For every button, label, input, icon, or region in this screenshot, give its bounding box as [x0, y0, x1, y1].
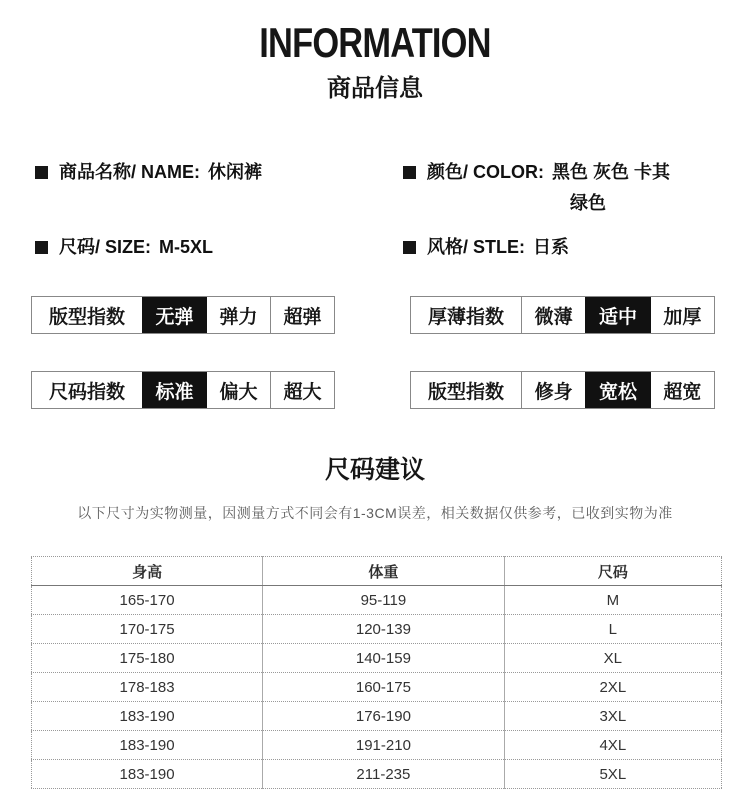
cell-size: 3XL — [504, 702, 721, 731]
cell-height: 170-175 — [32, 615, 263, 644]
table-row — [32, 760, 722, 789]
size-measure-note: 以下尺寸为实物测量，因测量方式不同会有1-3CM误差，相关数据仅供参考，已收到实物为准 — [77, 505, 673, 521]
index-option: 超大 — [270, 372, 334, 408]
cell-weight: 191-210 — [263, 731, 505, 760]
cell-size: M — [504, 586, 721, 615]
index-option: 弹力 — [206, 297, 270, 333]
index-table-label: 厚薄指数 — [427, 306, 504, 328]
spec-value: 日系 — [533, 237, 569, 257]
square-bullet-icon — [35, 166, 48, 179]
cell-height: 183-190 — [32, 702, 263, 731]
spec-label: 颜色/ COLOR: — [427, 162, 544, 182]
index-option: 标准 — [142, 372, 206, 408]
index-option: 宽松 — [585, 372, 649, 408]
column-header-size: 尺码 — [504, 557, 721, 586]
size-section-title: 尺码建议 — [324, 456, 425, 484]
table-row — [32, 644, 722, 673]
index-table-fit — [410, 371, 715, 409]
cell-weight: 211-235 — [263, 760, 505, 789]
spec-item-size — [35, 237, 213, 258]
spec-label: 商品名称/ NAME: — [59, 162, 200, 182]
spec-value-line1: 黑色 灰色 卡其 — [552, 162, 671, 182]
index-table-label: 尺码指数 — [48, 381, 125, 403]
spec-text — [59, 237, 213, 258]
cell-size: 2XL — [504, 673, 721, 702]
index-option: 微薄 — [521, 297, 585, 333]
cell-weight: 120-139 — [263, 615, 505, 644]
table-row — [32, 731, 722, 760]
page-title: INFORMATION — [259, 19, 491, 66]
cell-weight: 160-175 — [263, 673, 505, 702]
index-option: 超宽 — [650, 372, 714, 408]
page-subtitle: 商品信息 — [327, 75, 423, 102]
column-header-height: 身高 — [32, 557, 263, 586]
index-table-label: 版型指数 — [427, 381, 504, 403]
index-option: 加厚 — [650, 297, 714, 333]
table-row — [32, 673, 722, 702]
cell-height: 165-170 — [32, 586, 263, 615]
index-option: 偏大 — [206, 372, 270, 408]
size-table-header-row — [32, 557, 722, 586]
square-bullet-icon — [35, 241, 48, 254]
column-header-weight: 体重 — [263, 557, 505, 586]
cell-weight: 140-159 — [263, 644, 505, 673]
cell-height: 183-190 — [32, 731, 263, 760]
square-bullet-icon — [403, 166, 416, 179]
spec-label: 风格/ STLE: — [427, 237, 525, 257]
square-bullet-icon — [403, 241, 416, 254]
cell-height: 183-190 — [32, 760, 263, 789]
spec-text — [59, 162, 262, 183]
index-option: 无弹 — [142, 297, 206, 333]
index-option: 修身 — [521, 372, 585, 408]
index-table-label: 版型指数 — [48, 306, 125, 328]
index-option: 超弹 — [270, 297, 334, 333]
page-header — [0, 19, 750, 103]
spec-label: 尺码/ SIZE: — [59, 237, 152, 257]
spec-item-style — [403, 237, 569, 258]
cell-weight: 176-190 — [263, 702, 505, 731]
index-table-sizing — [31, 371, 335, 409]
index-option: 适中 — [585, 297, 649, 333]
spec-text — [427, 237, 569, 258]
index-table-elasticity — [31, 296, 335, 334]
table-row — [32, 586, 722, 615]
spec-text — [427, 162, 670, 214]
cell-size: 5XL — [504, 760, 721, 789]
size-table — [31, 556, 722, 789]
spec-value: M-5XL — [159, 237, 214, 257]
cell-height: 175-180 — [32, 644, 263, 673]
spec-value-block — [552, 162, 670, 214]
cell-size: 4XL — [504, 731, 721, 760]
cell-height: 178-183 — [32, 673, 263, 702]
cell-size: XL — [504, 644, 721, 673]
spec-value-line2: 绿色 — [570, 193, 606, 213]
table-row — [32, 702, 722, 731]
index-table-thickness — [410, 296, 715, 334]
cell-weight: 95-119 — [263, 586, 505, 615]
spec-item-color — [403, 162, 670, 214]
spec-value: 休闲裤 — [208, 162, 262, 182]
spec-item-name — [35, 162, 262, 183]
table-row — [32, 615, 722, 644]
cell-size: L — [504, 615, 721, 644]
